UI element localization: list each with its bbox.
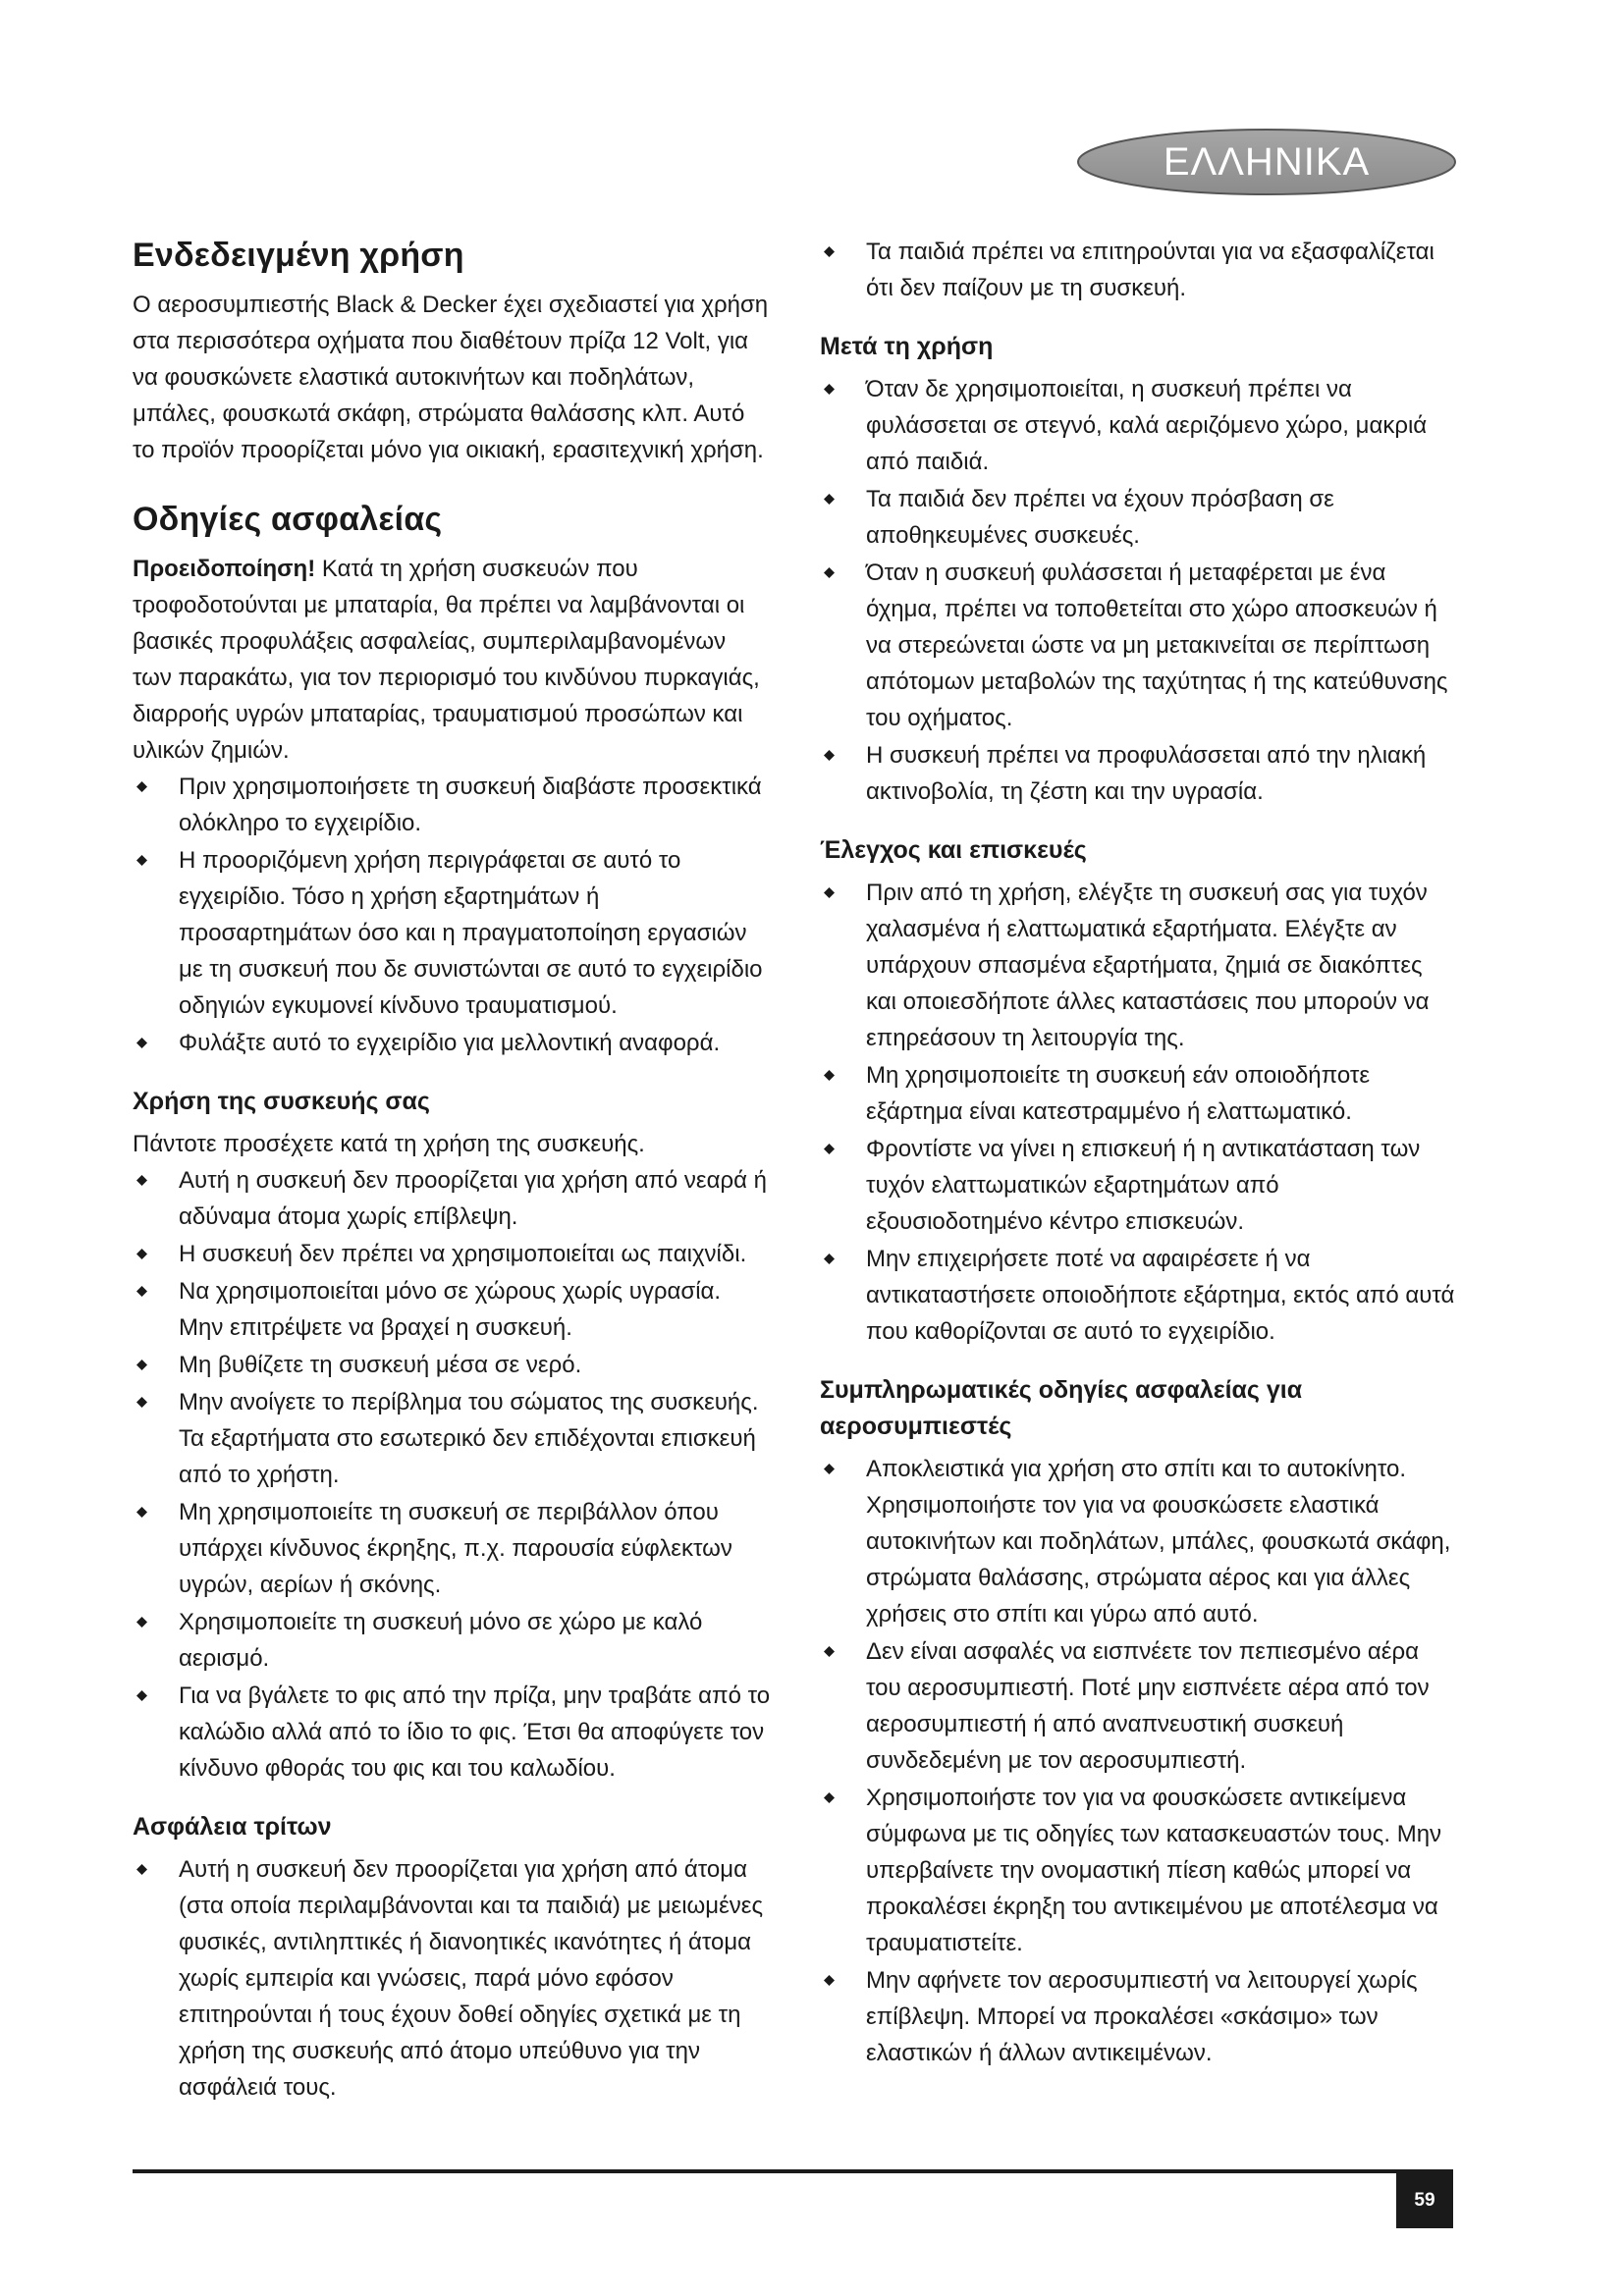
diamond-bullet-icon bbox=[136, 781, 147, 792]
list-item: Χρησιμοποιήστε τον για να φουσκώσετε αντικείμενα σύμφωνα με τις οδηγίες των κατασκευαστών τους. Μην υπερβαίνετε την ονομαστική πίεση καθώς μπορεί να προκαλέσει έκρηξη του αντικειμένου με αποτέλεσμα να τραυματιστείτε. bbox=[820, 1780, 1458, 1961]
diamond-bullet-icon bbox=[824, 1144, 835, 1154]
inspection-heading: Έλεγχος και επισκευές bbox=[820, 836, 1087, 864]
after-use-list bbox=[820, 371, 1458, 810]
list-item: Αποκλειστικά για χρήση στο σπίτι και το αυτοκίνητο. Χρησιμοποιήστε τον για να φουσκώσετε ελαστικά αυτοκινήτων και ποδηλάτων, μπάλες, φουσκωτά σκάφη, στρώματα θαλάσσης, στρώματα αέρος και για άλλες χρήσεις στο σπίτι και γύρω από αυτό. bbox=[820, 1451, 1458, 1632]
list-item: Μην αφήνετε τον αεροσυμπιεστή να λειτουργεί χωρίς επίβλεψη. Μπορεί να προκαλέσει «σκάσιμο» των ελαστικών ή άλλων αντικειμένων. bbox=[820, 1962, 1458, 2071]
left-column bbox=[133, 234, 771, 2107]
list-item: Αυτή η συσκευή δεν προορίζεται για χρήση από άτομα (στα οποία περιλαμβάνονται και τα παιδιά) με μειωμένες φυσικές, αντιληπτικές ή διανοητικές ικανότητες ή άτομα χωρίς εμπειρία και γνώσεις, παρά μόνο εφόσον επιτηρούνται ή τους έχουν δοθεί οδηγίες σχετικά με τη χρήση της συσκευής από άτομο υπεύθυνο για την ασφάλειά τους. bbox=[133, 1851, 771, 2106]
diamond-bullet-icon bbox=[136, 1617, 147, 1628]
list-item: Για να βγάλετε το φις από την πρίζα, μην τραβάτε από το καλώδιο αλλά από το ίδιο το φις. Έτσι θα αποφύγετε τον κίνδυνο φθοράς του φις και του καλωδίου. bbox=[133, 1678, 771, 1787]
children-list bbox=[820, 234, 1458, 306]
additional-heading: Συμπληρωματικές οδηγίες ασφαλείας για αεροσυμπιεστές bbox=[820, 1376, 1303, 1440]
diamond-bullet-icon bbox=[136, 1507, 147, 1518]
list-item: Όταν η συσκευή φυλάσσεται ή μεταφέρεται με ένα όχημα, πρέπει να τοποθετείται στο χώρο αποσκευών ή να στερεώνεται ώστε να μη μετακινείται σε περίπτωση απότομων μεταβολών της ταχύτητας ή της κατεύθυνσης του οχήματος. bbox=[820, 555, 1458, 736]
diamond-bullet-icon bbox=[136, 1038, 147, 1048]
intended-use-text: Ο αεροσυμπιεστής Black & Decker έχει σχεδιαστεί για χρήση στα περισσότερα οχήματα που διαθέτουν πρίζα 12 Volt, για να φουσκώνετε ελαστικά αυτοκινήτων και ποδηλάτων, μπάλες, φουσκωτά σκάφη, στρώματα θαλάσσης κλπ. Αυτό το προϊόν προορίζεται μόνο για οικιακή, ερασιτεχνική χρήση. bbox=[133, 292, 769, 463]
using-appliance-list bbox=[133, 1162, 771, 1787]
right-column bbox=[820, 234, 1458, 2072]
diamond-bullet-icon bbox=[136, 1249, 147, 1259]
diamond-bullet-icon bbox=[136, 1175, 147, 1186]
diamond-bullet-icon bbox=[824, 750, 835, 761]
others-safety-list bbox=[133, 1851, 771, 2106]
diamond-bullet-icon bbox=[824, 494, 835, 505]
safety-warning bbox=[133, 551, 771, 769]
diamond-bullet-icon bbox=[136, 855, 147, 866]
list-item: Αυτή η συσκευή δεν προορίζεται για χρήση από νεαρά ή αδύναμα άτομα χωρίς επίβλεψη. bbox=[133, 1162, 771, 1235]
inspection-list bbox=[820, 875, 1458, 1350]
language-label: ΕΛΛΗΝΙΚΑ bbox=[1163, 140, 1371, 184]
list-item: Χρησιμοποιείτε τη συσκευή μόνο σε χώρο με καλό αερισμό. bbox=[133, 1604, 771, 1677]
footer-rule bbox=[133, 2169, 1453, 2173]
list-item: Να χρησιμοποιείται μόνο σε χώρους χωρίς υγρασία. Μην επιτρέψετε να βραχεί η συσκευή. bbox=[133, 1273, 771, 1346]
diamond-bullet-icon bbox=[136, 1397, 147, 1408]
list-item: Η συσκευή πρέπει να προφυλάσσεται από την ηλιακή ακτινοβολία, τη ζέστη και την υγρασία. bbox=[820, 737, 1458, 810]
list-item: Η συσκευή δεν πρέπει να χρησιμοποιείται ως παιχνίδι. bbox=[133, 1236, 771, 1272]
diamond-bullet-icon bbox=[824, 1070, 835, 1081]
list-item: Μην ανοίγετε το περίβλημα του σώματος της συσκευής. Τα εξαρτήματα στο εσωτερικό δεν επιδέχονται επισκευή από το χρήστη. bbox=[133, 1384, 771, 1493]
others-safety-heading: Ασφάλεια τρίτων bbox=[133, 1813, 332, 1841]
warning-label: Προειδοποίηση! bbox=[133, 556, 316, 582]
using-appliance-heading: Χρήση της συσκευής σας bbox=[133, 1088, 430, 1115]
diamond-bullet-icon bbox=[824, 1464, 835, 1474]
after-use-heading: Μετά τη χρήση bbox=[820, 333, 994, 360]
list-item: Η προοριζόμενη χρήση περιγράφεται σε αυτό το εγχειρίδιο. Τόσο η χρήση εξαρτημάτων ή προσαρτημάτων όσο και η πραγματοποίηση εργασιών με τη συσκευή που δε συνιστώνται σε αυτό το εγχειρίδιο οδηγιών εγκυμονεί κίνδυνο τραυματισμού. bbox=[133, 842, 771, 1024]
diamond-bullet-icon bbox=[824, 1646, 835, 1657]
diamond-bullet-icon bbox=[824, 567, 835, 578]
diamond-bullet-icon bbox=[824, 1254, 835, 1264]
list-item: Φυλάξτε αυτό το εγχειρίδιο για μελλοντική αναφορά. bbox=[133, 1025, 771, 1061]
diamond-bullet-icon bbox=[136, 1286, 147, 1297]
list-item: Πριν από τη χρήση, ελέγξτε τη συσκευή σας για τυχόν χαλασμένα ή ελαττωματικά εξαρτήματα. Ελέγξτε αν υπάρχουν σπασμένα εξαρτήματα, ζημιά σε διακόπτες και οποιεσδήποτε άλλες καταστάσεις που μπορούν να επηρεάσουν τη λειτουργία της. bbox=[820, 875, 1458, 1056]
list-item: Τα παιδιά πρέπει να επιτηρούνται για να εξασφαλίζεται ότι δεν παίζουν με τη συσκευή. bbox=[820, 234, 1458, 306]
list-item: Μη χρησιμοποιείτε τη συσκευή σε περιβάλλον όπου υπάρχει κίνδυνος έκρηξης, π.χ. παρουσία εύφλεκτων υγρών, αερίων ή σκόνης. bbox=[133, 1494, 771, 1603]
using-appliance-intro: Πάντοτε προσέχετε κατά τη χρήση της συσκευής. bbox=[133, 1131, 645, 1157]
safety-list bbox=[133, 769, 771, 1061]
language-tab bbox=[1075, 128, 1458, 196]
list-item: Μην επιχειρήσετε ποτέ να αφαιρέσετε ή να αντικαταστήσετε οποιοδήποτε εξάρτημα, εκτός από αυτά που καθορίζονται σε αυτό το εγχειρίδιο. bbox=[820, 1241, 1458, 1350]
list-item: Τα παιδιά δεν πρέπει να έχουν πρόσβαση σε αποθηκευμένες συσκευές. bbox=[820, 481, 1458, 554]
diamond-bullet-icon bbox=[824, 887, 835, 898]
intended-use-heading: Ενδεδειγμένη χρήση bbox=[133, 237, 464, 274]
list-item: Φροντίστε να γίνει η επισκευή ή η αντικατάσταση των τυχόν ελαττωματικών εξαρτημάτων από εξουσιοδοτημένο κέντρο επισκευών. bbox=[820, 1131, 1458, 1240]
diamond-bullet-icon bbox=[824, 1975, 835, 1986]
safety-heading: Οδηγίες ασφαλείας bbox=[133, 501, 443, 538]
list-item: Πριν χρησιμοποιήσετε τη συσκευή διαβάστε προσεκτικά ολόκληρο το εγχειρίδιο. bbox=[133, 769, 771, 841]
diamond-bullet-icon bbox=[136, 1864, 147, 1875]
list-item: Δεν είναι ασφαλές να εισπνέετε τον πεπιεσμένο αέρα του αεροσυμπιεστή. Ποτέ μην εισπνέετε αέρα από τον αεροσυμπιεστή ή από αναπνευστική συσκευή συνδεδεμένη με τον αεροσυμπιεστή. bbox=[820, 1633, 1458, 1779]
warning-text: Κατά τη χρήση συσκευών που τροφοδοτούνται με μπαταρία, θα πρέπει να λαμβάνονται οι βασικές προφυλάξεις ασφαλείας, συμπεριλαμβανομένων των παρακάτω, για τον περιορισμό του κινδύνου πυρκαγιάς, διαρροής υγρών μπαταρίας, τραυματισμού προσώπων και υλικών ζημιών. bbox=[133, 556, 760, 764]
diamond-bullet-icon bbox=[136, 1360, 147, 1370]
diamond-bullet-icon bbox=[824, 246, 835, 257]
diamond-bullet-icon bbox=[824, 1792, 835, 1803]
list-item: Όταν δε χρησιμοποιείται, η συσκευή πρέπει να φυλάσσεται σε στεγνό, καλά αεριζόμενο χώρο, μακριά από παιδιά. bbox=[820, 371, 1458, 480]
diamond-bullet-icon bbox=[824, 384, 835, 395]
list-item: Μη χρησιμοποιείτε τη συσκευή εάν οποιοδήποτε εξάρτημα είναι κατεστραμμένο ή ελαττωματικό. bbox=[820, 1057, 1458, 1130]
diamond-bullet-icon bbox=[136, 1690, 147, 1701]
page-number: 59 bbox=[1396, 2173, 1453, 2228]
list-item: Μη βυθίζετε τη συσκευή μέσα σε νερό. bbox=[133, 1347, 771, 1383]
additional-list bbox=[820, 1451, 1458, 2071]
